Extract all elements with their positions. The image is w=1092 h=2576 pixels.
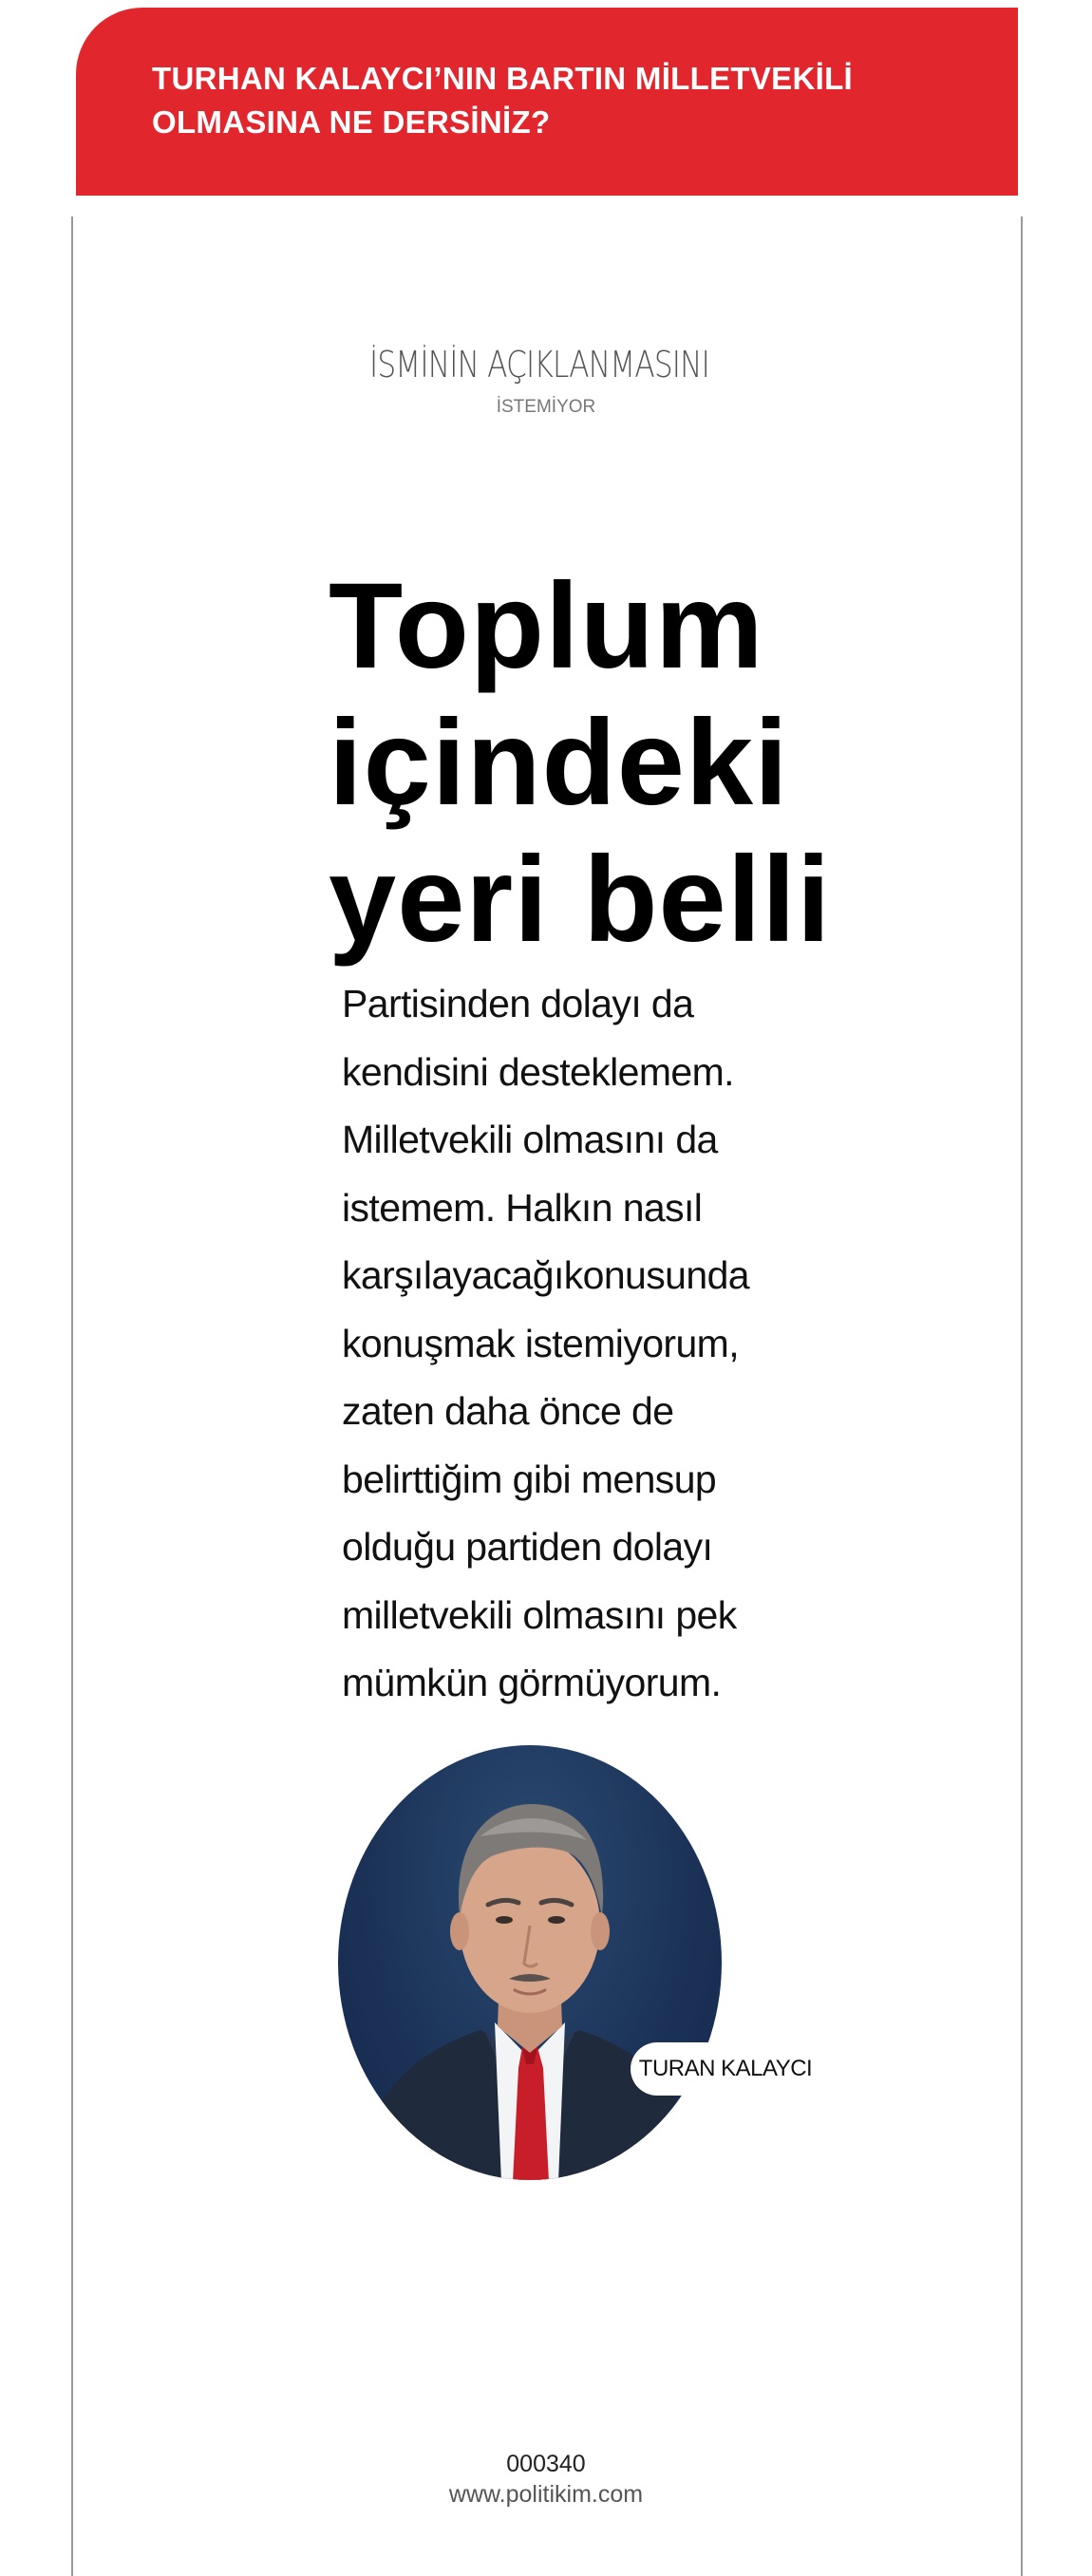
headline-line: yeri belli bbox=[329, 832, 832, 968]
respondent-label: İSMİNİN AÇIKLANMASINI bbox=[368, 344, 710, 385]
title-banner bbox=[76, 8, 1018, 196]
headline bbox=[329, 558, 993, 968]
frame-border-right bbox=[1021, 216, 1023, 2576]
person-photo bbox=[338, 1745, 722, 2180]
quote-line: Milletvekili olmasını da bbox=[342, 1118, 718, 1161]
quote-line: Partisinden dolayı da bbox=[342, 982, 694, 1025]
quote-line: karşılayacağıkonusunda bbox=[342, 1253, 749, 1297]
frame-border-left bbox=[71, 216, 73, 2576]
quote-line: istemem. Halkın nasıl bbox=[342, 1185, 703, 1230]
quote-line: zaten daha önce de bbox=[342, 1389, 674, 1433]
footer-code: 000340 bbox=[506, 2451, 586, 2477]
quote-line: konuşmak istemiyorum, bbox=[342, 1321, 740, 1365]
quote-line: milletvekili olmasını pek bbox=[342, 1592, 737, 1637]
quote-line: olduğu partiden dolayı bbox=[342, 1525, 713, 1569]
quote-line: kendisini desteklemem. bbox=[342, 1049, 734, 1094]
banner-title: TURHAN KALAYCI’NIN BARTIN MİLLETVEKİLİ OLMASINA NE DERSİNİZ? bbox=[152, 61, 853, 140]
headline-line: içindeki bbox=[329, 695, 789, 831]
person-name-label: TURAN KALAYCI bbox=[631, 2042, 820, 2096]
respondent-sublabel: İSTEMİYOR bbox=[496, 397, 596, 417]
footer-url[interactable]: www.politikim.com bbox=[448, 2481, 644, 2508]
headline-line: Toplum bbox=[329, 558, 764, 694]
quote-body bbox=[342, 970, 836, 1718]
quote-line: belirttiğim gibi mensup bbox=[342, 1457, 717, 1501]
quote-line: mümkün görmüyorum. bbox=[342, 1661, 722, 1704]
